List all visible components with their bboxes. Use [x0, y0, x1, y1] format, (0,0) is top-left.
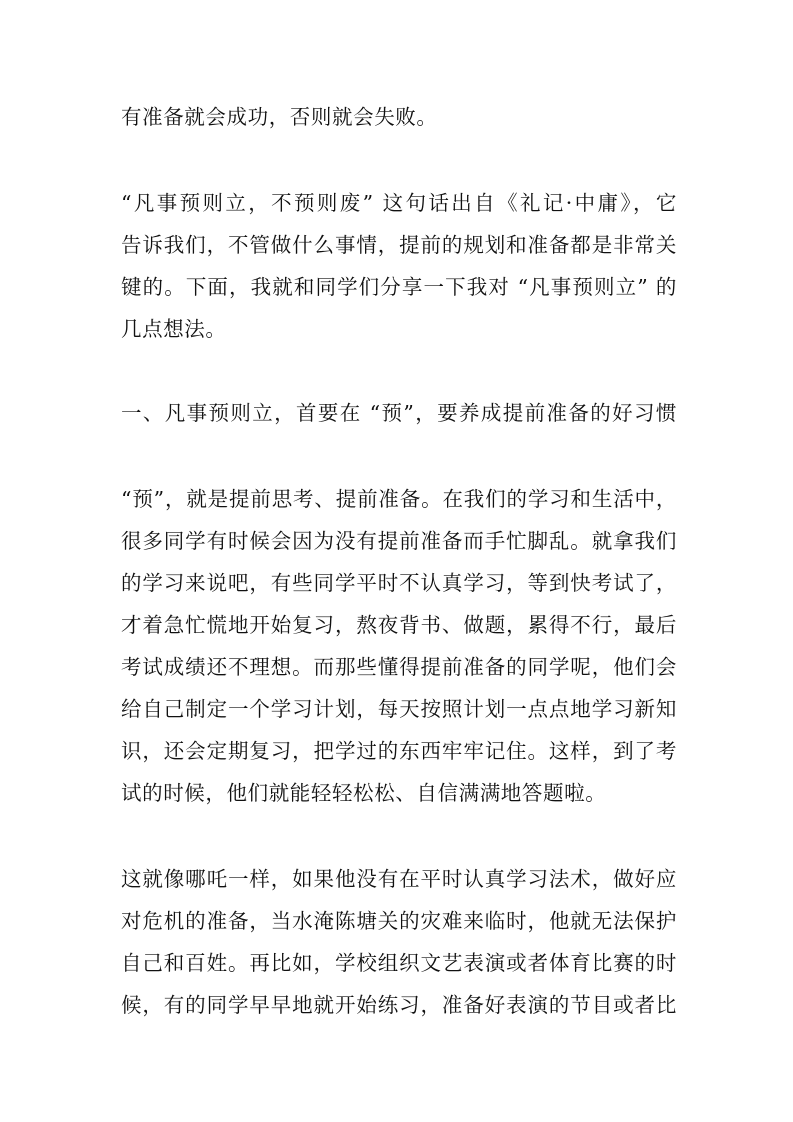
text-line: 候，有的同学早早地就开始练习，准备好表演的节目或者比	[121, 993, 677, 1017]
text-line: 对危机的准备，当水淹陈塘关的灾难来临时，他就无法保护	[121, 909, 677, 933]
text-line: 的学习来说吧，有些同学平时不认真学习，等到快考试了，	[121, 571, 677, 595]
text-line: 试的时候，他们就能轻轻松松、自信满满地答题啦。	[121, 781, 607, 805]
text-line: 考试成绩还不理想。而那些懂得提前准备的同学呢，他们会	[121, 655, 677, 679]
text-line: 才着急忙慌地开始复习，熬夜背书、做题，累得不行，最后	[121, 613, 677, 637]
text-line: 很多同学有时候会因为没有提前准备而手忙脚乱。就拿我们	[121, 529, 677, 553]
text-line: 几点想法。	[121, 317, 227, 341]
text-line: 告诉我们，不管做什么事情，提前的规划和准备都是非常关	[121, 233, 677, 257]
text-line: 键的。下面，我就和同学们分享一下我对 “凡事预则立” 的	[121, 275, 677, 299]
text-line: “凡事预则立，不预则废” 这句话出自《礼记·中庸》，它	[121, 191, 677, 215]
text-line: 识，还会定期复习，把学过的东西牢牢记住。这样，到了考	[121, 739, 677, 763]
section-heading: 一、凡事预则立，首要在 “预”，要养成提前准备的好习惯	[121, 401, 677, 425]
text-line: 给自己制定一个学习计划，每天按照计划一点点地学习新知	[121, 697, 677, 721]
text-line: 这就像哪吒一样，如果他没有在平时认真学习法术，做好应	[121, 867, 677, 891]
text-line: 有准备就会成功，否则就会失败。	[121, 105, 438, 129]
text-line: “预”，就是提前思考、提前准备。在我们的学习和生活中，	[121, 487, 677, 511]
text-line: 自己和百姓。再比如，学校组织文艺表演或者体育比赛的时	[121, 951, 677, 975]
